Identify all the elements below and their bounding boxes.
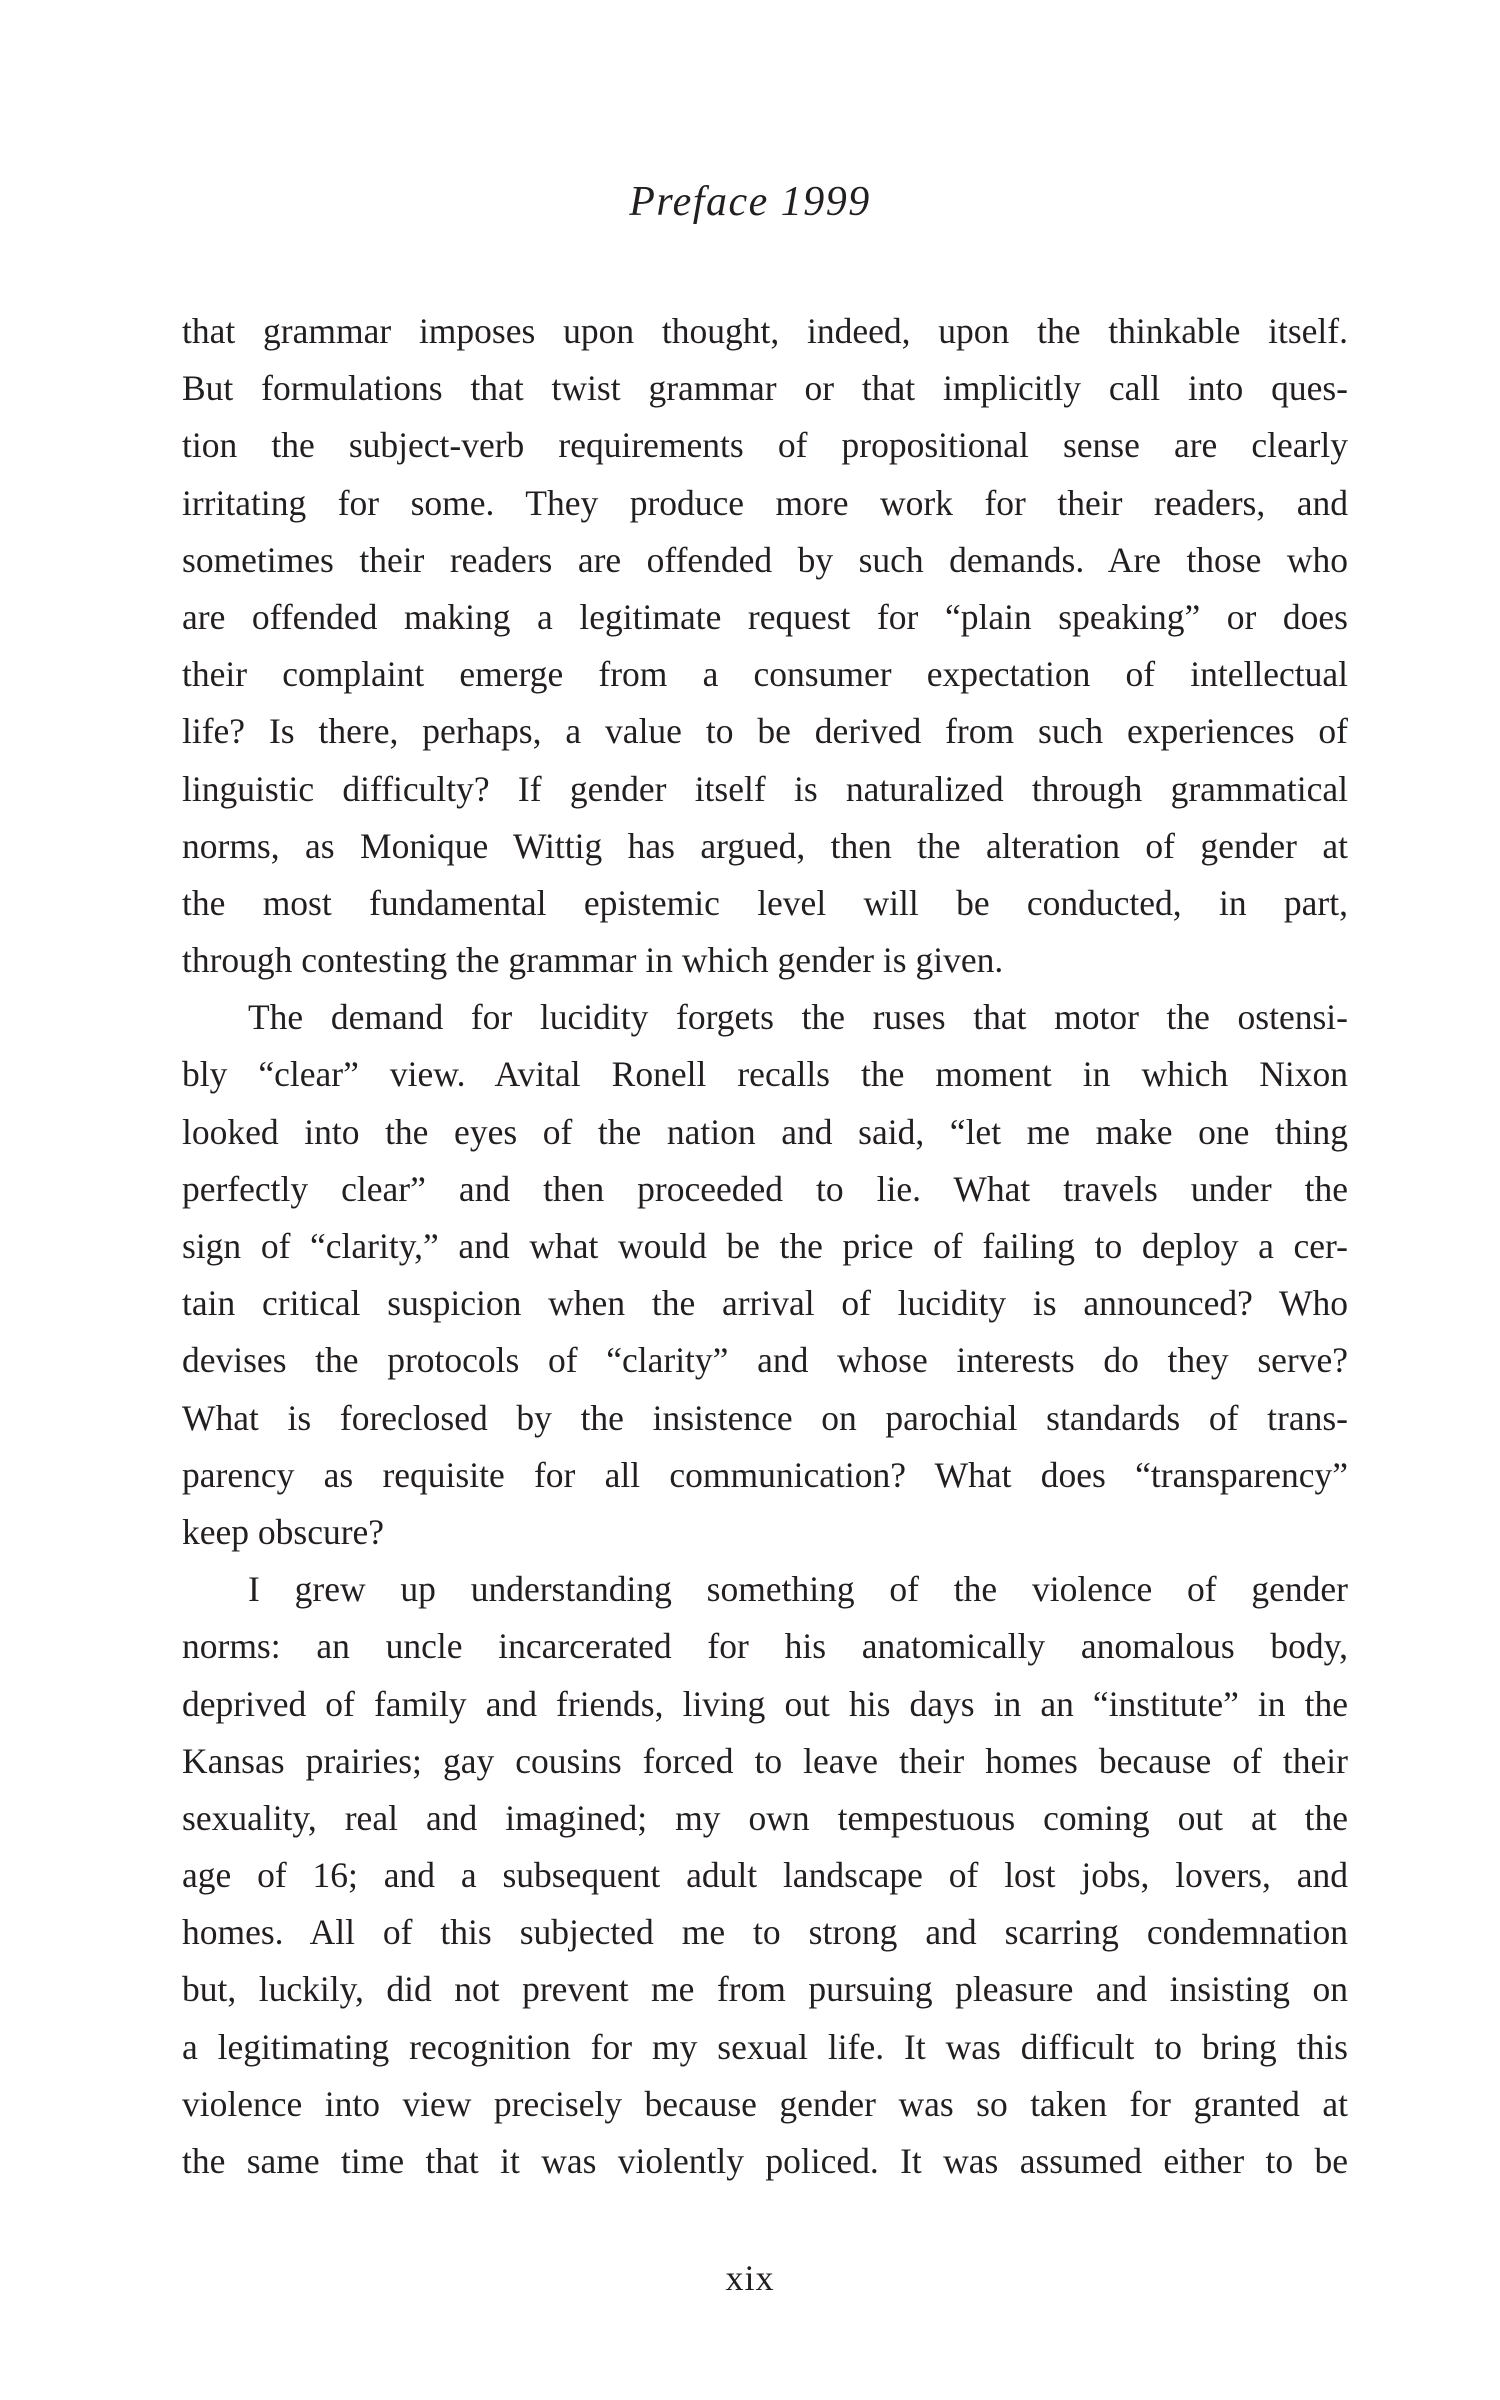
text-line: Kansas prairies; gay cousins forced to leave their homes because of their: [182, 1740, 1348, 1781]
text-line: sometimes their readers are offended by such demands. Are those who: [182, 539, 1348, 580]
text-line: tain critical suspicion when the arrival of lucidity is announced? Who: [182, 1283, 1348, 1324]
text-line: irritating for some. They produce more work for their readers, and: [182, 482, 1348, 523]
text-line: but, luckily, did not prevent me from pursuing pleasure and insisting on: [182, 1969, 1348, 2010]
text-line: The demand for lucidity forgets the ruses that motor the ostensi-: [248, 997, 1348, 1038]
text-line: norms: an uncle incarcerated for his anatomically anomalous body,: [182, 1626, 1348, 1667]
text-line: age of 16; and a subsequent adult landscape of lost jobs, lovers, and: [182, 1855, 1348, 1896]
text-line: through contesting the grammar in which gender is given.: [182, 940, 1004, 981]
body-text: [182, 303, 1348, 2190]
text-line: devises the protocols of “clarity” and whose interests do they serve?: [182, 1340, 1348, 1381]
text-line: homes. All of this subjected me to strong and scarring condemnation: [182, 1912, 1348, 1953]
text-line: keep obscure?: [182, 1511, 385, 1552]
text-line: I grew up understanding something of the violence of gender: [248, 1569, 1348, 1610]
text-line: sexuality, real and imagined; my own tempestuous coming out at the: [182, 1797, 1348, 1838]
text-line: life? Is there, perhaps, a value to be derived from such experiences of: [182, 711, 1348, 752]
text-line: tion the subject-verb requirements of propositional sense are clearly: [182, 425, 1348, 466]
text-line: sign of “clarity,” and what would be the price of failing to deploy a cer-: [182, 1226, 1348, 1266]
paragraph: [182, 303, 1348, 989]
text-line: looked into the eyes of the nation and said, “let me make one thing: [182, 1111, 1348, 1152]
paragraph: [182, 989, 1348, 1561]
text-line: a legitimating recognition for my sexual life. It was difficult to bring this: [182, 2026, 1348, 2067]
text-line: that grammar imposes upon thought, indeed, upon the thinkable itself.: [182, 311, 1348, 351]
text-line: parency as requisite for all communication? What does “transparency”: [182, 1454, 1348, 1495]
text-line: norms, as Monique Wittig has argued, then the alteration of gender at: [182, 825, 1348, 866]
text-line: But formulations that twist grammar or that implicitly call into ques-: [182, 368, 1348, 409]
text-line: are offended making a legitimate request for “plain speaking” or does: [182, 596, 1348, 637]
text-line: their complaint emerge from a consumer expectation of intellectual: [182, 654, 1348, 695]
page-number: xix: [725, 2258, 775, 2298]
text-line: perfectly clear” and then proceeded to lie. What travels under the: [182, 1168, 1348, 1209]
text-line: deprived of family and friends, living out his days in an “institute” in the: [182, 1683, 1348, 1724]
running-head: Preface 1999: [629, 179, 871, 225]
text-line: linguistic difficulty? If gender itself is naturalized through grammatical: [182, 768, 1348, 809]
text-line: bly “clear” view. Avital Ronell recalls the moment in which Nixon: [182, 1054, 1348, 1095]
paragraph: [182, 1561, 1348, 2190]
text-line: violence into view precisely because gender was so taken for granted at: [182, 2083, 1348, 2124]
text-line: the same time that it was violently policed. It was assumed either to be: [182, 2141, 1348, 2181]
text-line: the most fundamental epistemic level will be conducted, in part,: [182, 882, 1348, 923]
text-line: What is foreclosed by the insistence on parochial standards of trans-: [182, 1397, 1348, 1438]
